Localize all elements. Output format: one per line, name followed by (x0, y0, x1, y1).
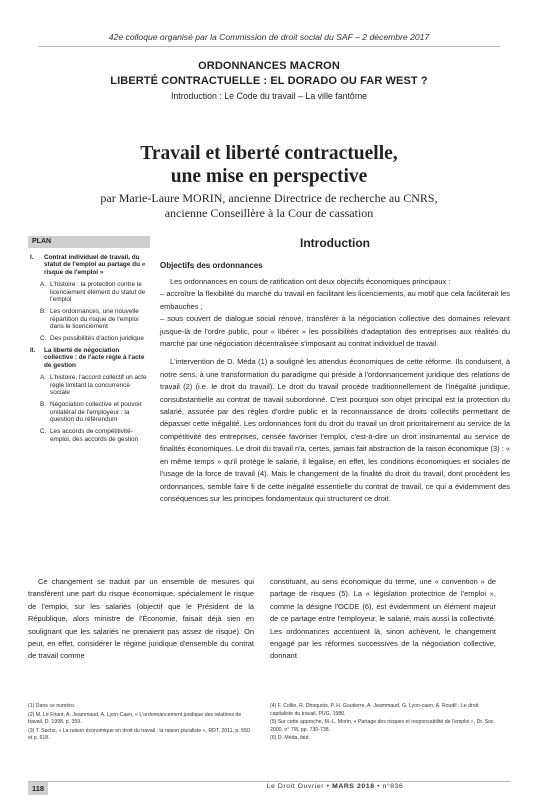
article-authors (60, 191, 478, 221)
lower-right-column (270, 576, 496, 663)
plan-sidebar (28, 236, 150, 447)
article-title-line2: une mise en perspective (170, 166, 368, 187)
footnote: (6) D. Méda, ibid. (270, 735, 310, 742)
footnote: (3) T. Sachs, « La raison économique en droit du travail : la raison pluraliste », RDT, 2011, p. 550 et p. 618. (28, 727, 250, 742)
issue-date: MARS 2018 (332, 783, 375, 790)
publication-name: Le Droit Ouvrier (266, 783, 325, 790)
article-title-line1: Travail et liberté contractuelle, (140, 143, 398, 164)
plan-section-title: Contrat individuel de travail, du statut de l'emploi au partage du « risque de l'emploi » (44, 253, 146, 277)
plan-section-number: II. (30, 346, 36, 354)
footnote: (5) Sur cette approche, M.-L. Morin, « Partage des risques et responsabilité de l'emploi », Dr. Soc. 2000, n° 7/8, pp. 730-738. (270, 719, 496, 733)
body-paragraph: Les ordonnances en cours de ratification ont deux objectifs économiques principaux : (170, 277, 451, 286)
page-number: 118 (28, 782, 48, 795)
body-paragraph: constituant, au sens économique du terme, une « convention » de partage de risques (5). La « législation protectrice de l'emploi », comme la désigne l'OCDE (6), est évidemment un élément majeur de ce partage entre l'employeur, le salarié, mais aussi la collectivité. Les ordonnances accentuent là, sinon achèvent, le changement engagé par les réformes successives de la négociation collective, donnant (270, 577, 496, 661)
body-paragraph: L'intervention de D. Méda (1) a souligné les attendus économiques de cette réforme. Ils conduisent, à notre sens, à une transformation du paradigme qui préside à l'ordonnancement juridique des relations de travail (2) (i.e. le droit du travail). Le droit du travail procède traditionnellement de l'inégalité juridique, consubstantielle au contrat de travail subordonné. C'est pourquoi son objet principal est la protection du salarié, assurée par des règles d'ordre public et la reconnaissance de droits collectifs permettant de dépasser cette inégalité. Les ordonnances font du droit du travail un droit prioritairement au service de la compétitivité des entreprises, censée favoriser l'emploi, c'est-à-dire un droit instrumental au service de finalités économiques. Le droit du travail n'a, certes, jamais fait abstraction de la raison économique (3) : « en même temps » qu'il protège le salarié, il légalise, en effet, les conditions économiques et sociales de l'usage de la force de travail (4). Mais le changement de la finalité du droit du travail, dont procèdent les ordonnances, semble faire fi de cette inégalité essentielle du contrat de travail, ce qui a évidemment des conséquences sur les principes fondamentaux qui structurent ce droit. (160, 357, 510, 503)
footer-separator: • (377, 783, 381, 790)
series-header (40, 59, 498, 103)
footnote: (2) M. Le Friant, A. Jeammaud, A. Lyon-Caen, « L'ordonnancement juridique des relations de travail. D. 1998, p. 359. (28, 711, 242, 726)
plan-subitem: A. L'histoire : la protection contre le licenciement élément du statut de l'emploi (40, 280, 146, 304)
footnote: (1) Dans ce numéro. (28, 703, 76, 709)
objectives-subheading: Objectifs des ordonnances (160, 261, 263, 270)
plan-section-2 (28, 347, 150, 444)
series-title-line2: LIBERTÉ CONTRACTUELLE : EL DORADO OU FAR WEST ? (110, 75, 428, 87)
author-line1: par Marie-Laure MORIN, ancienne Directrice de recherche au CNRS, (100, 191, 438, 205)
footnote: (4) F. Collin, R. Dhoquois, P. H. Goutierre, A. Jeammaud, G. Lyon-caen, A. Roudil : Le droit capitaliste du travail, PUG, 1980. (270, 703, 479, 717)
footer-divider (28, 781, 510, 782)
colloquium-banner: 42e colloque organisé par la Commission de droit social du SAF – 2 décembre 2017 (108, 32, 430, 42)
plan-subitem: B. Les ordonnances, une nouvelle répartition du risque de l'emploi dans le licenciement (40, 307, 139, 331)
footnotes-left (28, 703, 254, 744)
body-paragraph: Ce changement se traduit par un ensemble de mesures qui transfèrent une part du risque économique, spécialement le risque de l'emploi, sur les salariés (objectif que le Président de la République, alors ministre de l'Économie, faisait déjà sien en soulignant que les salariés ne prenaient pas assez de risque). On peut, en effet, considérer le régime juridique d'ensemble du contrat de travail comme (28, 577, 254, 661)
introduction-heading: Introduction (300, 236, 370, 250)
footnotes-right (270, 703, 496, 744)
body-paragraph: – sous couvert de dialogue social rénové, transférer à la négociation collective des domaines relevant jusque-là de l'ordre public, pour « libérer » les possibilités d'adaptation des entreprises aux réalités du marché par une négociation décentralisée s'imposant au contrat individuel de travail. (160, 314, 510, 349)
plan-section-number: I. (30, 253, 34, 261)
lower-left-column (28, 576, 254, 663)
author-line2: ancienne Conseillère à la Cour de cassation (164, 206, 374, 220)
issue-number: n°836 (382, 783, 404, 790)
footer-separator: • (326, 783, 330, 790)
introduction-body (160, 276, 510, 505)
plan-subitem: B. Négociation collective et pouvoir unilatéral de l'employeur : la question du référendum (40, 400, 142, 424)
series-subtitle: Introduction : Le Code du travail – La ville fantôme (170, 91, 368, 101)
plan-subitem: A. L'histoire, l'accord collectif un acte règle limitant la concurrence sociale (40, 373, 147, 397)
plan-heading: PLAN (28, 236, 150, 248)
plan-section-1 (28, 254, 150, 343)
header-divider (38, 46, 500, 47)
publication-footer (160, 783, 510, 790)
article-title (60, 142, 478, 188)
body-paragraph: – accroître la flexibilité du marché du travail en facilitant les licenciements, au motif que cela faciliterait les embauches ; (160, 289, 510, 311)
series-title-line1: ORDONNANCES MACRON (198, 60, 340, 72)
plan-subitem: C. Les accords de compétitivité-emploi, des accords de gestion (40, 428, 139, 443)
plan-subitem: C. Des possibilités d'action juridique (40, 335, 144, 343)
plan-section-title: La liberté de négociation collective : de l'acte règle à l'acte de gestion (44, 346, 145, 370)
